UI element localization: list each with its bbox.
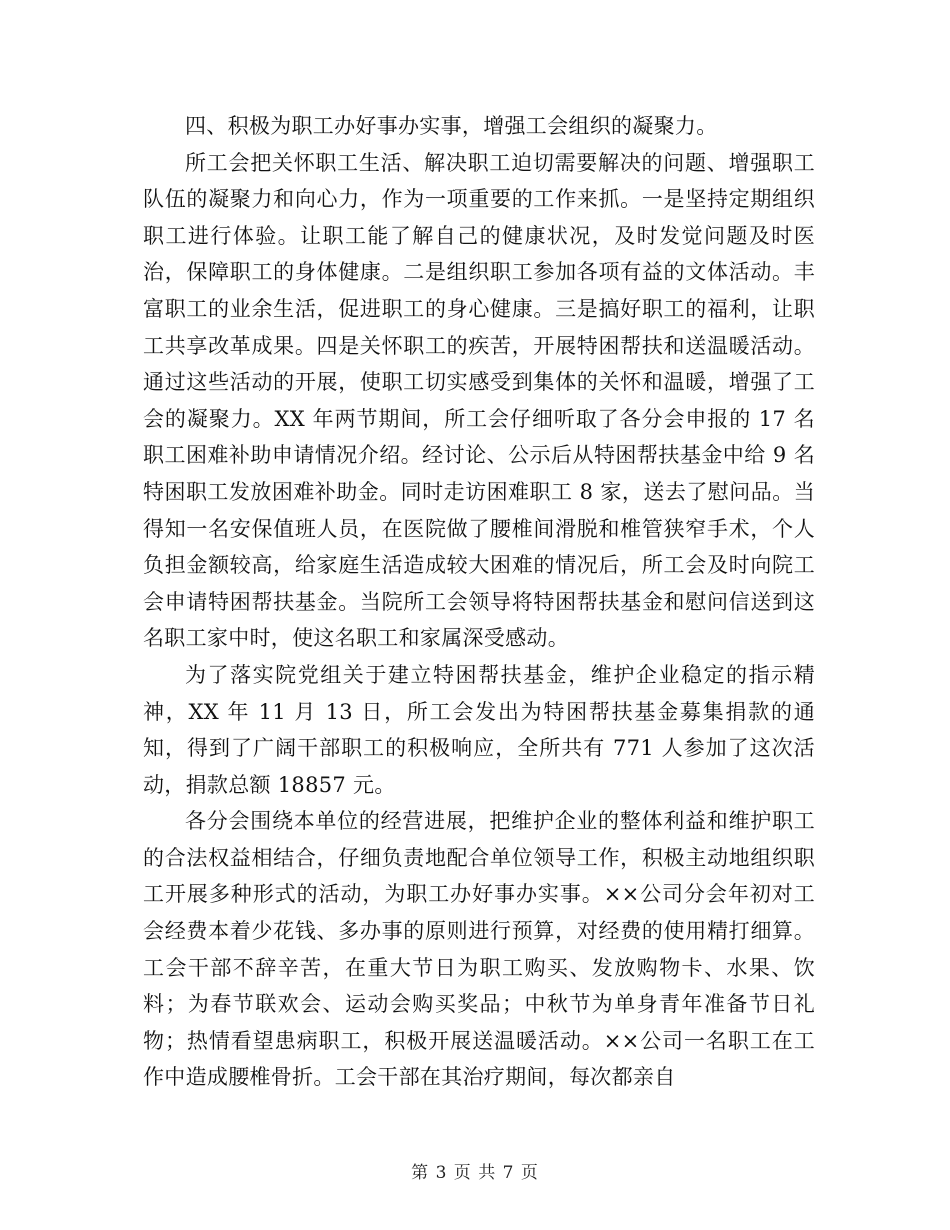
paragraph-union-care: 所工会把关怀职工生活、解决职工迫切需要解决的问题、增强职工队伍的凝聚力和向心力，作为一项重要的工作来抓。一是坚持定期组织职工进行体验。让职工能了解自己的健康状况，及时发觉问题及时医治，保障职工的身体健康。二是组织职工参加各项有益的文体活动。丰富职工的业余生活，促进职工的身心健康。三是搞好职工的福利，让职工共享改革成果。四是关怀职工的疾苦，开展特困帮扶和送温暖活动。通过这些活动的开展，使职工切实感受到集体的关怀和温暖，增强了工会的凝聚力。XX 年两节期间，所工会仔细听取了各分会申报的 17 名职工困难补助申请情况介绍。经讨论、公示后从特困帮扶基金中给 9 名特困职工发放困难补助金。同时走访困难职工 8 家，送去了慰问品。当得知一名安保值班人员，在医院做了腰椎间滑脱和椎管狭窄手术，个人负担金额较高，给家庭生活造成较大困难的情况后，所工会及时向院工会申请特困帮扶基金。当院所工会领导将特困帮扶基金和慰问信送到这名职工家中时，使这名职工和家属深受感动。	[143, 150, 815, 651]
section-heading: 四、积极为职工办好事办实事，增强工会组织的凝聚力。	[185, 114, 718, 138]
page-number-footer: 第 3 页 共 7 页	[411, 1163, 539, 1183]
paragraph-branch-activities: 各分会围绕本单位的经营进展，把维护企业的整体利益和维护职工的合法权益相结合，仔细负责地配合单位领导工作，积极主动地组织职工开展多种形式的活动，为职工办好事办实事。××公司分会年初对工会经费本着少花钱、多办事的原则进行预算，对经费的使用精打细算。工会干部不辞辛苦，在重大节日为职工购买、发放购物卡、水果、饮料；为春节联欢会、运动会购买奖品；中秋节为单身青年准备节日礼物；热情看望患病职工，积极开展送温暖活动。××公司一名职工在工作中造成腰椎骨折。工会干部在其治疗期间，每次都亲自	[143, 809, 815, 1090]
paragraph-donation: 为了落实院党组关于建立特困帮扶基金，维护企业稳定的指示精神，XX 年 11 月 13 日，所工会发出为特困帮扶基金募集捐款的通知，得到了广阔干部职工的积极响应，全所共有 771 人参加了这次活动，捐款总额 18857 元。	[143, 662, 815, 797]
document-body	[143, 108, 815, 1096]
